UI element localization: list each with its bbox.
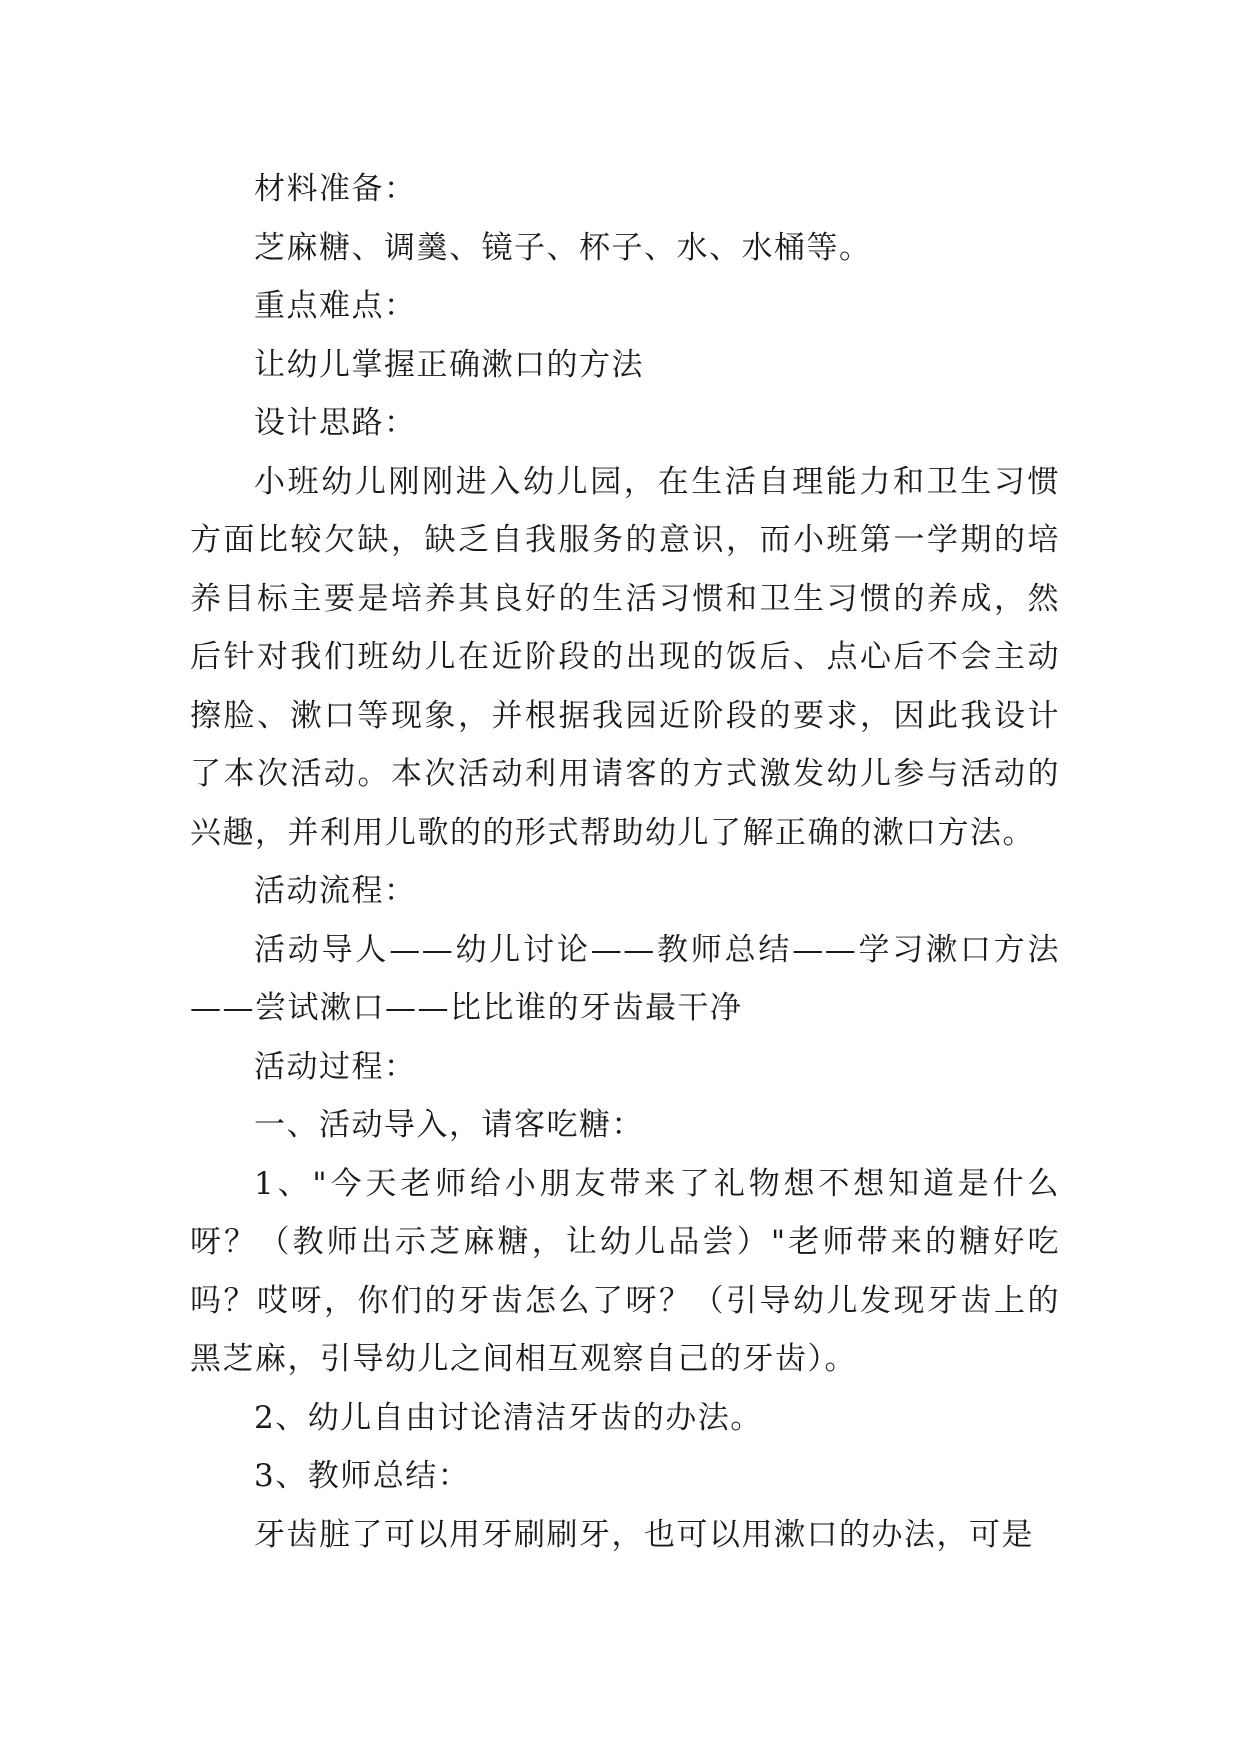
heading-activity-flow: 活动流程： <box>254 873 417 909</box>
key-points-text: 让幼儿掌握正确漱口的方法 <box>254 346 644 383</box>
heading-key-points: 重点难点： <box>254 288 417 324</box>
document-body <box>190 160 1060 1564</box>
process-item-3: 3、教师总结： <box>254 1458 471 1494</box>
materials-list: 芝麻糖、调羹、镜子、杯子、水、水桶等。 <box>254 229 872 266</box>
process-item-2: 2、幼儿自由讨论清洁牙齿的办法。 <box>254 1399 763 1436</box>
heading-design-idea: 设计思路： <box>254 405 417 441</box>
teacher-summary-text: 牙齿脏了可以用牙刷刷牙，也可以用漱口的办法，可是 <box>254 1516 1034 1553</box>
process-step-one-heading: 一、活动导入，请客吃糖： <box>254 1107 644 1143</box>
process-item-1: 1、"今天老师给小朋友带来了礼物想不想知道是什么呀？（教师出示芝麻糖，让幼儿品尝）"老师带来的糖好吃吗？哎呀，你们的牙齿怎么了呀？（引导幼儿发现牙齿上的黑芝麻，引导幼儿之间相互观察自己的牙齿）。 <box>190 1165 1060 1377</box>
heading-materials: 材料准备： <box>254 171 417 207</box>
activity-flow-text: 活动导人——幼儿讨论——教师总结——学习漱口方法——尝试漱口——比比谁的牙齿最干净 <box>190 931 1060 1026</box>
heading-activity-process: 活动过程： <box>254 1048 417 1085</box>
design-idea-text: 小班幼儿刚刚进入幼儿园，在生活自理能力和卫生习惯方面比较欠缺，缺乏自我服务的意识，而小班第一学期的培养目标主要是培养其良好的生活习惯和卫生习惯的养成，然后针对我们班幼儿在近阶段的出现的饭后、点心后不会主动擦脸、漱口等现象，并根据我园近阶段的要求，因此我设计了本次活动。本次活动利用请客的方式激发幼儿参与活动的兴趣，并利用儿歌的的形式帮助幼儿了解正确的漱口方法。 <box>190 463 1060 851</box>
